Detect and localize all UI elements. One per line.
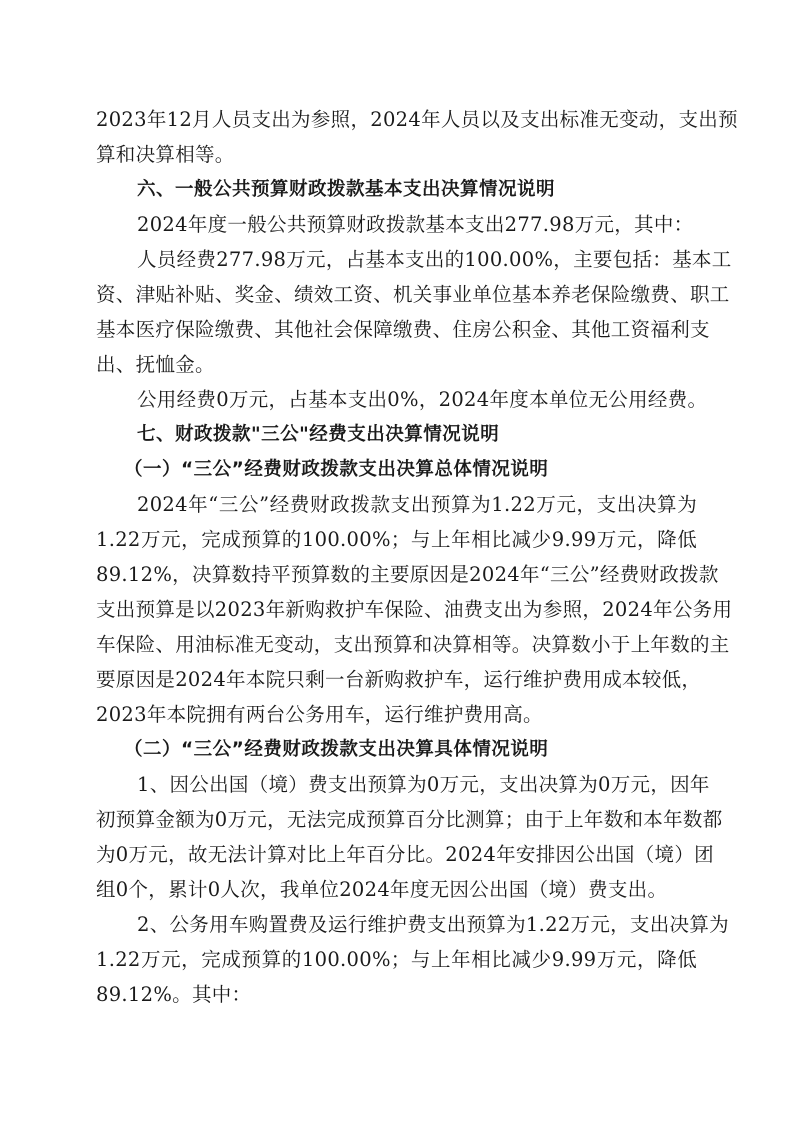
body-line: 1、因公出国（境）费支出预算为0万元，支出决算为0万元，因年 — [137, 773, 710, 796]
body-line: 89.12%。其中： — [96, 983, 252, 1006]
body-line: 算和决算相等。 — [96, 143, 235, 166]
body-line: 公用经费0万元，占基本支出0%，2024年度本单位无公用经费。 — [137, 388, 708, 411]
section-heading: 六、一般公共预算财政拨款基本支出决算情况说明 — [137, 179, 556, 200]
body-line: 2024年度一般公共预算财政拨款基本支出277.98万元，其中： — [137, 213, 694, 236]
body-line: 89.12%，决算数持平预算数的主要原因是2024年“三公”经费财政拨款 — [96, 563, 719, 586]
body-line: 人员经费277.98万元，占基本支出的100.00%，主要包括：基本工 — [137, 248, 732, 271]
body-line: 为0万元，故无法计算对比上年百分比。2024年安排因公出国（境）团 — [96, 843, 714, 866]
body-line: 1.22万元，完成预算的100.00%；与上年相比减少9.99万元，降低 — [96, 948, 697, 971]
body-line: 初预算金额为0万元，无法完成预算百分比测算；由于上年数和本年数都 — [96, 808, 723, 831]
body-line: 1.22万元，完成预算的100.00%；与上年相比减少9.99万元，降低 — [96, 528, 697, 551]
body-line: 2023年12月人员支出为参照，2024年人员以及支出标准无变动，支出预 — [96, 108, 738, 131]
subsection-heading: （一）“三公”经费财政拨款支出决算总体情况说明 — [124, 459, 549, 480]
body-line: 要原因是2024年本院只剩一台新购救护车，运行维护费用成本较低， — [96, 668, 702, 691]
body-line: 组0个，累计0人次，我单位2024年度无因公出国（境）费支出。 — [96, 878, 668, 901]
body-line: 2、公务用车购置费及运行维护费支出预算为1.22万元，支出决算为 — [137, 913, 729, 936]
body-line: 基本医疗保险缴费、其他社会保障缴费、住房公积金、其他工资福利支 — [96, 318, 710, 341]
body-line: 2023年本院拥有两台公务用车，运行维护费用高。 — [96, 703, 543, 726]
body-line: 车保险、用油标准无变动，支出预算和决算相等。决算数小于上年数的主 — [96, 633, 730, 656]
subsection-heading: （二）“三公”经费财政拨款支出决算具体情况说明 — [124, 739, 549, 760]
body-line: 2024年“三公”经费财政拨款支出预算为1.22万元，支出决算为 — [137, 493, 697, 516]
body-line: 出、抚恤金。 — [96, 353, 215, 376]
body-line: 资、津贴补贴、奖金、绩效工资、机关事业单位基本养老保险缴费、职工 — [96, 283, 730, 306]
body-line: 支出预算是以2023年新购救护车保险、油费支出为参照，2024年公务用 — [96, 598, 733, 621]
section-heading: 七、财政拨款"三公"经费支出决算情况说明 — [137, 424, 500, 445]
